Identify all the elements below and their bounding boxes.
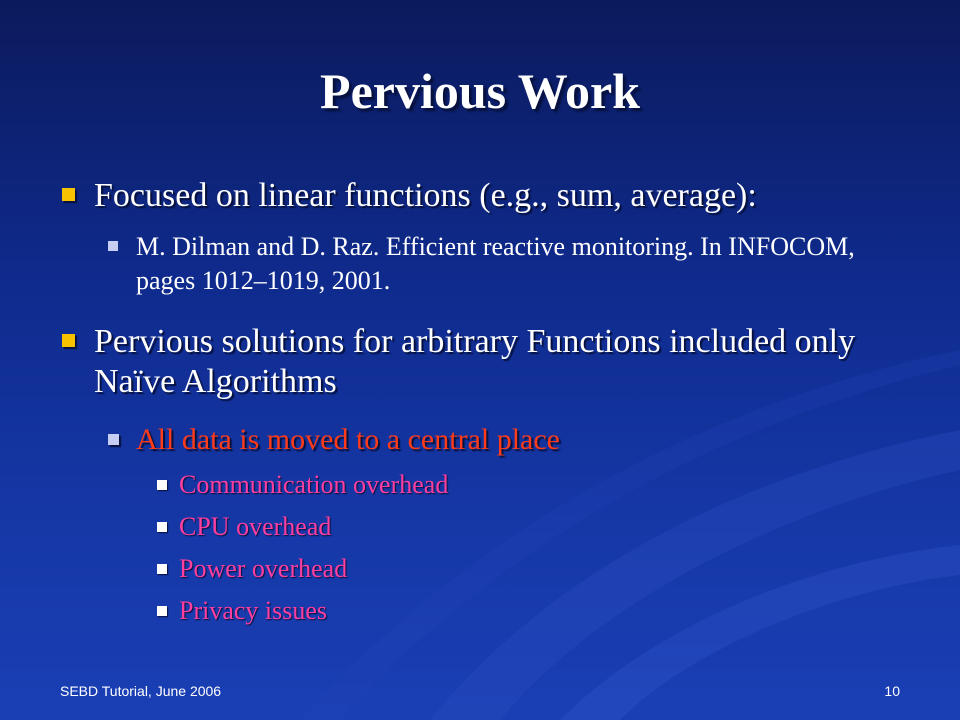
bullet-text: Communication overhead [179, 470, 449, 499]
bullet-text: All data is moved to a central place [136, 423, 560, 456]
bullet-square-icon [157, 522, 167, 532]
bullet-square-icon [157, 564, 167, 574]
bullet-text: Pervious solutions for arbitrary Functions included only Naïve Algorithms [94, 323, 856, 400]
bullet-text: CPU overhead [179, 512, 332, 541]
bullet-text: M. Dilman and D. Raz. Efficient reactive monitoring. In INFOCOM, pages 1012–1019, 2001. [136, 232, 855, 295]
bullet-square-icon [157, 480, 167, 490]
footer-caption: SEBD Tutorial, June 2006 [60, 683, 222, 699]
bullet-text: Power overhead [179, 554, 348, 583]
bullet-text: Privacy issues [179, 596, 328, 625]
bullet-square-icon [108, 434, 119, 445]
bullet-square-icon [108, 241, 118, 251]
bullet-square-icon [157, 606, 167, 616]
slide-title: Pervious Work [320, 63, 640, 119]
bullet-square-icon [62, 334, 75, 347]
page-number: 10 [884, 683, 900, 699]
bullet-text: Focused on linear functions (e.g., sum, average): [94, 177, 757, 214]
bullet-square-icon [62, 188, 75, 201]
